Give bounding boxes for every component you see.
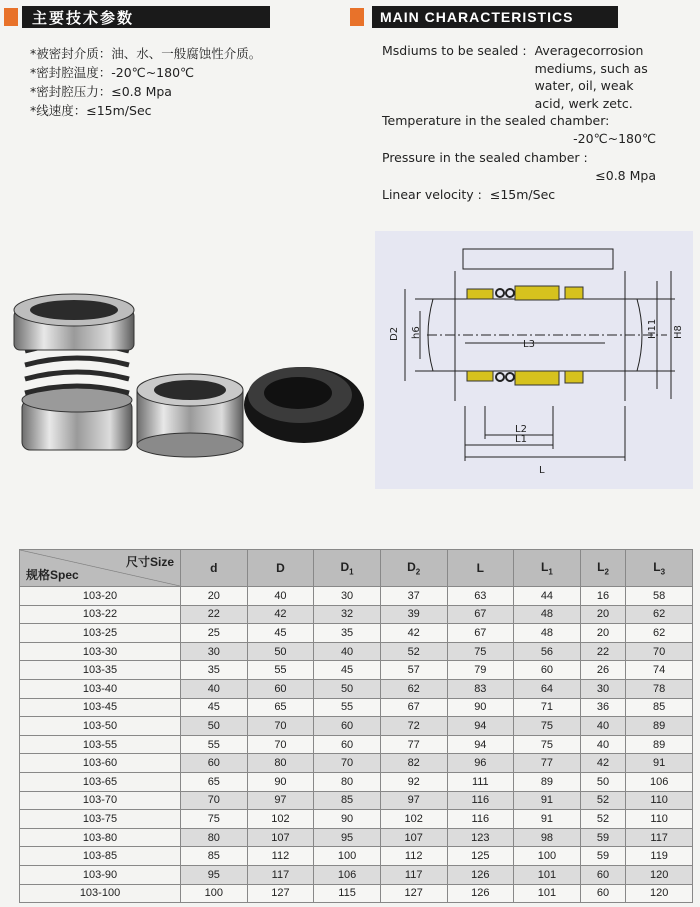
value-cell: 67: [447, 605, 514, 624]
table-row: [20, 661, 693, 680]
col-header-D: D: [247, 550, 314, 587]
spec-cell: 103-60: [20, 754, 181, 773]
value-cell: 35: [181, 661, 248, 680]
value-cell: 60: [514, 661, 581, 680]
table-row: [20, 754, 693, 773]
table-row: [20, 698, 693, 717]
value-cell: 42: [380, 624, 447, 643]
value-cell: 36: [580, 698, 626, 717]
param-en-temp-value: -20℃~180℃: [573, 130, 656, 146]
value-cell: 50: [314, 679, 381, 698]
value-cell: 60: [314, 735, 381, 754]
value-cell: 102: [247, 810, 314, 829]
dim-label-L: L: [539, 465, 545, 476]
params-cn-list: [30, 44, 261, 120]
value-cell: 95: [314, 828, 381, 847]
value-cell: 62: [626, 624, 693, 643]
value-cell: 35: [314, 624, 381, 643]
value-cell: 112: [247, 847, 314, 866]
value-cell: 70: [626, 642, 693, 661]
value-cell: 20: [181, 587, 248, 606]
value-cell: 107: [380, 828, 447, 847]
value-cell: 97: [380, 791, 447, 810]
value-cell: 32: [314, 605, 381, 624]
table-row: [20, 865, 693, 884]
value-cell: 40: [247, 587, 314, 606]
value-cell: 106: [626, 772, 693, 791]
spec-cell: 103-70: [20, 791, 181, 810]
value-cell: 71: [514, 698, 581, 717]
value-cell: 127: [247, 884, 314, 903]
col-header-L3: $L_3$: [626, 550, 693, 587]
spec-cell: 103-22: [20, 605, 181, 624]
value-cell: 72: [380, 717, 447, 736]
value-cell: 30: [314, 587, 381, 606]
spec-table-body: [20, 587, 693, 903]
value-cell: 116: [447, 810, 514, 829]
value-cell: 40: [181, 679, 248, 698]
param-cn-velocity: *线速度：≤15m/Sec: [30, 103, 152, 118]
param-cn-temp: *密封腔温度：-20℃~180℃: [30, 65, 195, 80]
value-cell: 117: [247, 865, 314, 884]
spec-cell: 103-40: [20, 679, 181, 698]
value-cell: 75: [514, 735, 581, 754]
value-cell: 55: [314, 698, 381, 717]
table-row: [20, 791, 693, 810]
col-header-D2: $D_2$: [380, 550, 447, 587]
value-cell: 59: [580, 828, 626, 847]
value-cell: 50: [181, 717, 248, 736]
value-cell: 119: [626, 847, 693, 866]
value-cell: 92: [380, 772, 447, 791]
value-cell: 120: [626, 884, 693, 903]
value-cell: 42: [247, 605, 314, 624]
value-cell: 115: [314, 884, 381, 903]
value-cell: 126: [447, 884, 514, 903]
value-cell: 102: [380, 810, 447, 829]
value-cell: 20: [580, 605, 626, 624]
header-cn: [22, 6, 270, 28]
spec-cell: 103-80: [20, 828, 181, 847]
value-cell: 77: [514, 754, 581, 773]
value-cell: 70: [247, 735, 314, 754]
col-header-L1: $L_1$: [514, 550, 581, 587]
dim-label-H11: H11: [647, 318, 658, 339]
value-cell: 94: [447, 717, 514, 736]
table-row: [20, 884, 693, 903]
value-cell: 60: [181, 754, 248, 773]
table-row: [20, 642, 693, 661]
rubber-cup: [244, 367, 364, 443]
dim-label-L2: L2: [515, 424, 527, 435]
value-cell: 40: [314, 642, 381, 661]
value-cell: 56: [514, 642, 581, 661]
value-cell: 55: [181, 735, 248, 754]
value-cell: 67: [380, 698, 447, 717]
value-cell: 50: [247, 642, 314, 661]
param-en-media-label: Msdiums to be sealed :: [382, 43, 527, 58]
dim-label-h6: h6: [411, 326, 422, 339]
spring-seal-unit: [14, 294, 134, 450]
table-row: [20, 772, 693, 791]
param-cn-media: *被密封介质：油、水、一般腐蚀性介质。: [30, 46, 262, 61]
table-row: [20, 679, 693, 698]
value-cell: 89: [626, 735, 693, 754]
value-cell: 62: [380, 679, 447, 698]
param-en-temp-label: Temperature in the sealed chamber:: [382, 113, 610, 128]
table-row: [20, 717, 693, 736]
value-cell: 30: [580, 679, 626, 698]
table-row: [20, 828, 693, 847]
value-cell: 75: [447, 642, 514, 661]
value-cell: 117: [626, 828, 693, 847]
seat-ring: [137, 374, 243, 457]
spec-table-header: [20, 550, 693, 587]
col-header-L: L: [447, 550, 514, 587]
value-cell: 127: [380, 884, 447, 903]
param-cn-pressure: *密封腔压力：≤0.8 Mpa: [30, 84, 172, 99]
table-row: [20, 587, 693, 606]
seal-diagram: [375, 231, 693, 489]
spec-cell: 103-35: [20, 661, 181, 680]
value-cell: 100: [181, 884, 248, 903]
table-row: [20, 810, 693, 829]
value-cell: 60: [580, 884, 626, 903]
value-cell: 91: [626, 754, 693, 773]
value-cell: 45: [314, 661, 381, 680]
value-cell: 52: [380, 642, 447, 661]
value-cell: 75: [181, 810, 248, 829]
value-cell: 110: [626, 810, 693, 829]
value-cell: 95: [181, 865, 248, 884]
param-en-velocity-value: ≤15m/Sec: [489, 187, 556, 202]
value-cell: 60: [314, 717, 381, 736]
table-row: [20, 735, 693, 754]
value-cell: 126: [447, 865, 514, 884]
value-cell: 106: [314, 865, 381, 884]
value-cell: 85: [314, 791, 381, 810]
value-cell: 63: [447, 587, 514, 606]
spec-cell: 103-30: [20, 642, 181, 661]
value-cell: 67: [447, 624, 514, 643]
value-cell: 78: [626, 679, 693, 698]
value-cell: 117: [380, 865, 447, 884]
value-cell: 120: [626, 865, 693, 884]
header-en: [372, 6, 618, 28]
value-cell: 48: [514, 605, 581, 624]
dim-label-D2: D2: [389, 326, 400, 341]
value-cell: 26: [580, 661, 626, 680]
value-cell: 94: [447, 735, 514, 754]
spec-table-corner: [20, 550, 181, 587]
col-header-d: d: [181, 550, 248, 587]
value-cell: 57: [380, 661, 447, 680]
value-cell: 90: [314, 810, 381, 829]
value-cell: 100: [314, 847, 381, 866]
value-cell: 80: [181, 828, 248, 847]
dim-label-H8: H8: [673, 325, 684, 339]
spec-cell: 103-25: [20, 624, 181, 643]
table-row: [20, 847, 693, 866]
value-cell: 52: [580, 810, 626, 829]
col-header-L2: $L_2$: [580, 550, 626, 587]
spec-cell: 103-85: [20, 847, 181, 866]
value-cell: 80: [314, 772, 381, 791]
value-cell: 116: [447, 791, 514, 810]
value-cell: 64: [514, 679, 581, 698]
value-cell: 70: [247, 717, 314, 736]
value-cell: 123: [447, 828, 514, 847]
product-photo: [0, 275, 372, 475]
value-cell: 65: [247, 698, 314, 717]
value-cell: 83: [447, 679, 514, 698]
value-cell: 100: [514, 847, 581, 866]
value-cell: 79: [447, 661, 514, 680]
value-cell: 70: [314, 754, 381, 773]
value-cell: 40: [580, 735, 626, 754]
value-cell: 107: [247, 828, 314, 847]
value-cell: 42: [580, 754, 626, 773]
table-row: [20, 605, 693, 624]
value-cell: 77: [380, 735, 447, 754]
dim-label-L3: L3: [523, 339, 535, 350]
value-cell: 60: [580, 865, 626, 884]
value-cell: 62: [626, 605, 693, 624]
spec-cell: 103-50: [20, 717, 181, 736]
value-cell: 89: [514, 772, 581, 791]
value-cell: 48: [514, 624, 581, 643]
value-cell: 74: [626, 661, 693, 680]
value-cell: 101: [514, 865, 581, 884]
param-en-media-value: Averagecorrosion mediums, such as water, oil, weak acid, werk zetc.: [534, 43, 648, 111]
value-cell: 59: [580, 847, 626, 866]
table-row: [20, 624, 693, 643]
header-marker-icon: [4, 8, 18, 26]
value-cell: 45: [247, 624, 314, 643]
col-header-D1: $D_1$: [314, 550, 381, 587]
value-cell: 22: [580, 642, 626, 661]
value-cell: 90: [447, 698, 514, 717]
header-marker-icon: [350, 8, 364, 26]
value-cell: 85: [626, 698, 693, 717]
spec-cell: 103-65: [20, 772, 181, 791]
param-en-pressure-label: Pressure in the sealed chamber :: [382, 150, 588, 165]
value-cell: 30: [181, 642, 248, 661]
value-cell: 52: [580, 791, 626, 810]
value-cell: 22: [181, 605, 248, 624]
params-en-list: [382, 42, 682, 204]
value-cell: 97: [247, 791, 314, 810]
value-cell: 65: [181, 772, 248, 791]
value-cell: 112: [380, 847, 447, 866]
value-cell: 55: [247, 661, 314, 680]
value-cell: 82: [380, 754, 447, 773]
value-cell: 96: [447, 754, 514, 773]
value-cell: 45: [181, 698, 248, 717]
spec-cell: 103-55: [20, 735, 181, 754]
value-cell: 101: [514, 884, 581, 903]
value-cell: 44: [514, 587, 581, 606]
corner-spec-label: 规格Spec: [26, 568, 79, 582]
value-cell: 125: [447, 847, 514, 866]
param-en-velocity-label: Linear velocity :: [382, 187, 482, 202]
value-cell: 91: [514, 791, 581, 810]
spec-cell: 103-45: [20, 698, 181, 717]
value-cell: 20: [580, 624, 626, 643]
value-cell: 58: [626, 587, 693, 606]
corner-size-label: 尺寸Size: [125, 555, 174, 569]
value-cell: 90: [247, 772, 314, 791]
dim-label-L1: L1: [515, 434, 527, 445]
value-cell: 37: [380, 587, 447, 606]
value-cell: 40: [580, 717, 626, 736]
value-cell: 70: [181, 791, 248, 810]
value-cell: 39: [380, 605, 447, 624]
value-cell: 50: [580, 772, 626, 791]
header-cn-title: 主要技术参数: [32, 9, 135, 27]
value-cell: 75: [514, 717, 581, 736]
header-en-title: MAIN CHARACTERISTICS: [380, 9, 574, 25]
value-cell: 80: [247, 754, 314, 773]
value-cell: 25: [181, 624, 248, 643]
value-cell: 60: [247, 679, 314, 698]
value-cell: 111: [447, 772, 514, 791]
value-cell: 16: [580, 587, 626, 606]
param-en-pressure-value: ≤0.8 Mpa: [595, 167, 656, 183]
value-cell: 91: [514, 810, 581, 829]
value-cell: 98: [514, 828, 581, 847]
spec-cell: 103-100: [20, 884, 181, 903]
spec-cell: 103-75: [20, 810, 181, 829]
value-cell: 85: [181, 847, 248, 866]
value-cell: 110: [626, 791, 693, 810]
spec-cell: 103-20: [20, 587, 181, 606]
spec-cell: 103-90: [20, 865, 181, 884]
spec-table: [19, 549, 693, 903]
value-cell: 89: [626, 717, 693, 736]
